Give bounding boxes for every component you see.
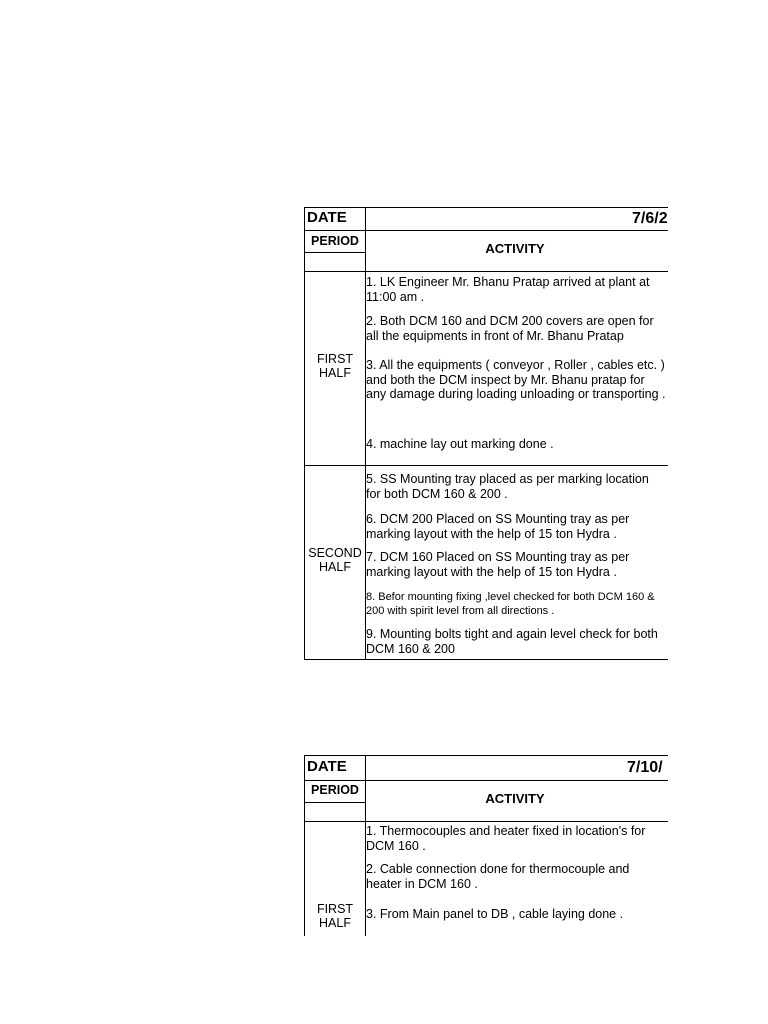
period-label-cell — [304, 230, 366, 253]
activity-item-2: 2. Both DCM 160 and DCM 200 covers are open for all the equipments in front of Mr. Bhanu Pratap — [366, 314, 654, 343]
date-label: DATE — [307, 209, 347, 226]
second-half-activity-cell — [365, 465, 668, 660]
date-value: 7/6/2 — [632, 210, 668, 227]
first-half-activity-cell — [365, 271, 668, 466]
second-half-cell — [304, 465, 366, 660]
first-half-label: FIRST HALF — [316, 352, 354, 380]
activity-table-1 — [304, 207, 668, 661]
activity-header: ACTIVITY — [485, 241, 545, 256]
date-label-cell — [304, 207, 366, 231]
activity-item-1: 1. LK Engineer Mr. Bhanu Pratap arrived at plant at 11:00 am . — [366, 275, 650, 304]
activity-table-2 — [304, 755, 668, 936]
activity-header-cell-2 — [365, 780, 668, 822]
activity-item-7: 7. DCM 160 Placed on SS Mounting tray as per marking layout with the help of 15 ton Hydra . — [366, 550, 630, 579]
activity-item-9: 9. Mounting bolts tight and again level check for both DCM 160 & 200 — [366, 627, 658, 656]
first-half-cell-2 — [304, 821, 366, 936]
period-blank-cell — [304, 252, 366, 272]
period-label-cell-2 — [304, 780, 366, 803]
activity-header-cell — [365, 230, 668, 272]
date-value-cell-2 — [365, 755, 668, 781]
date-value-cell — [365, 207, 668, 231]
date-value-2: 7/10/ — [627, 759, 663, 776]
period-label: PERIOD — [311, 234, 359, 248]
activity-item-6: 6. DCM 200 Placed on SS Mounting tray as per marking layout with the help of 15 ton Hydra . — [366, 512, 630, 541]
period-blank-cell-2 — [304, 802, 366, 822]
period-label-2: PERIOD — [311, 783, 359, 797]
first-half-cell — [304, 271, 366, 466]
activity-item-8: 8. Befor mounting fixing ,level checked for both DCM 160 & 200 with spirit level from all directions . — [366, 591, 655, 617]
first-half-label-2: FIRST HALF — [316, 902, 354, 930]
activity-header-2: ACTIVITY — [485, 791, 545, 806]
date-label-cell-2 — [304, 755, 366, 781]
second-half-label: SECOND HALF — [308, 546, 362, 574]
activity-item-2-1: 1. Thermocouples and heater fixed in location's for DCM 160 . — [366, 824, 646, 853]
activity-item-3: 3. All the equipments ( conveyor , Roller , cables etc. ) and both the DCM inspect by Mr. Bhanu pratap for any damage during loading unloading or transporting . — [366, 358, 666, 401]
activity-item-4: 4. machine lay out marking done . — [366, 437, 554, 451]
activity-item-2-2: 2. Cable connection done for thermocouple and heater in DCM 160 . — [366, 862, 630, 891]
activity-item-2-3: 3. From Main panel to DB , cable laying done . — [366, 907, 624, 921]
date-label-2: DATE — [307, 758, 347, 775]
activity-item-5: 5. SS Mounting tray placed as per marking location for both DCM 160 & 200 . — [366, 472, 649, 501]
